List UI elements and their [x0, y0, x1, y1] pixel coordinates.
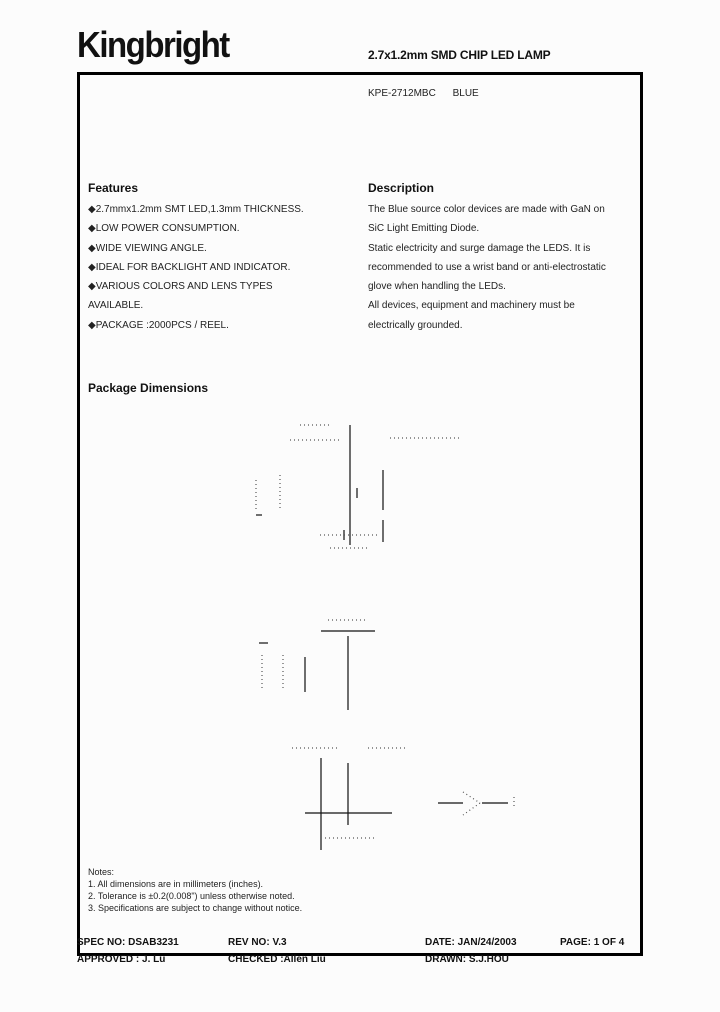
- feature-item: ◆PACKAGE :2000PCS / REEL.: [88, 319, 229, 331]
- page-number: PAGE: 1 OF 4: [560, 937, 625, 948]
- feature-item: ◆2.7mmx1.2mm SMT LED,1.3mm THICKNESS.: [88, 204, 304, 215]
- description-line: glove when handling the LEDs.: [368, 281, 506, 293]
- part-number: KPE-2712MBC: [368, 88, 436, 99]
- feature-item: ◆VARIOUS COLORS AND LENS TYPES: [88, 281, 273, 293]
- notes-heading: Notes:: [88, 867, 115, 877]
- description-line: Static electricity and surge damage the LEDS. It is: [368, 242, 591, 254]
- polarity-symbol: [438, 792, 514, 815]
- spec-number: SPEC NO: DSAB3231: [77, 937, 179, 948]
- package-dimensions-heading: Package Dimensions: [88, 381, 209, 395]
- description-line: All devices, equipment and machinery must be: [368, 300, 575, 312]
- document-title: 2.7x1.2mm SMD CHIP LED LAMP: [368, 48, 551, 62]
- top-view-drawing: [256, 425, 460, 548]
- description-heading: Description: [368, 181, 435, 195]
- feature-item: ◆LOW POWER CONSUMPTION.: [88, 223, 240, 235]
- notes-block: [88, 866, 302, 914]
- note-item: 3. Specifications are subject to change without notice.: [88, 903, 303, 913]
- description-line: The Blue source color devices are made with GaN on: [368, 204, 605, 215]
- feature-item: AVAILABLE.: [88, 300, 144, 312]
- note-item: 2. Tolerance is ±0.2(0.008") unless otherwise noted.: [88, 891, 295, 901]
- description-line: recommended to use a wrist band or anti-electrostatic: [368, 261, 606, 273]
- checked-by: CHECKED :Allen Liu: [228, 954, 326, 965]
- brand-logo: Kingbright: [77, 24, 229, 65]
- side-view-drawing: [259, 620, 375, 710]
- feature-item: ◆WIDE VIEWING ANGLE.: [88, 242, 207, 254]
- feature-item: ◆IDEAL FOR BACKLIGHT AND INDICATOR.: [88, 261, 291, 273]
- bottom-view-drawing: [292, 748, 405, 850]
- description-line: electrically grounded.: [368, 319, 463, 331]
- revision-number: REV NO: V.3: [228, 937, 287, 948]
- description-line: SiC Light Emitting Diode.: [368, 223, 480, 235]
- document-date: DATE: JAN/24/2003: [425, 937, 517, 948]
- drawn-by: DRAWN: S.J.HOU: [425, 954, 509, 965]
- features-heading: Features: [88, 181, 139, 195]
- emitting-color: BLUE: [452, 88, 479, 99]
- note-item: 1. All dimensions are in millimeters (inches).: [88, 879, 264, 889]
- approved-by: APPROVED : J. Lu: [77, 954, 166, 965]
